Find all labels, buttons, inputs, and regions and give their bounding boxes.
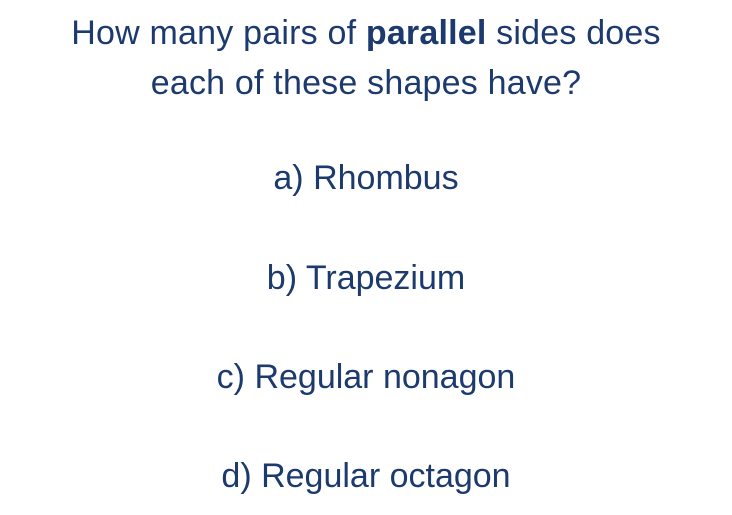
option-c: c) Regular nonagon [216, 358, 516, 396]
option-a: a) Rhombus [273, 159, 459, 197]
option-b: b) Trapezium [266, 259, 466, 297]
question-line-2: each of these shapes have? [150, 64, 582, 102]
question-prefix: How many pairs of [71, 14, 366, 52]
question-emphasis: parallel [365, 14, 487, 52]
question-line-1 [0, 8, 732, 58]
question-text [0, 8, 732, 108]
option-d: d) Regular octagon [221, 457, 511, 495]
question-suffix: sides does [486, 14, 661, 52]
